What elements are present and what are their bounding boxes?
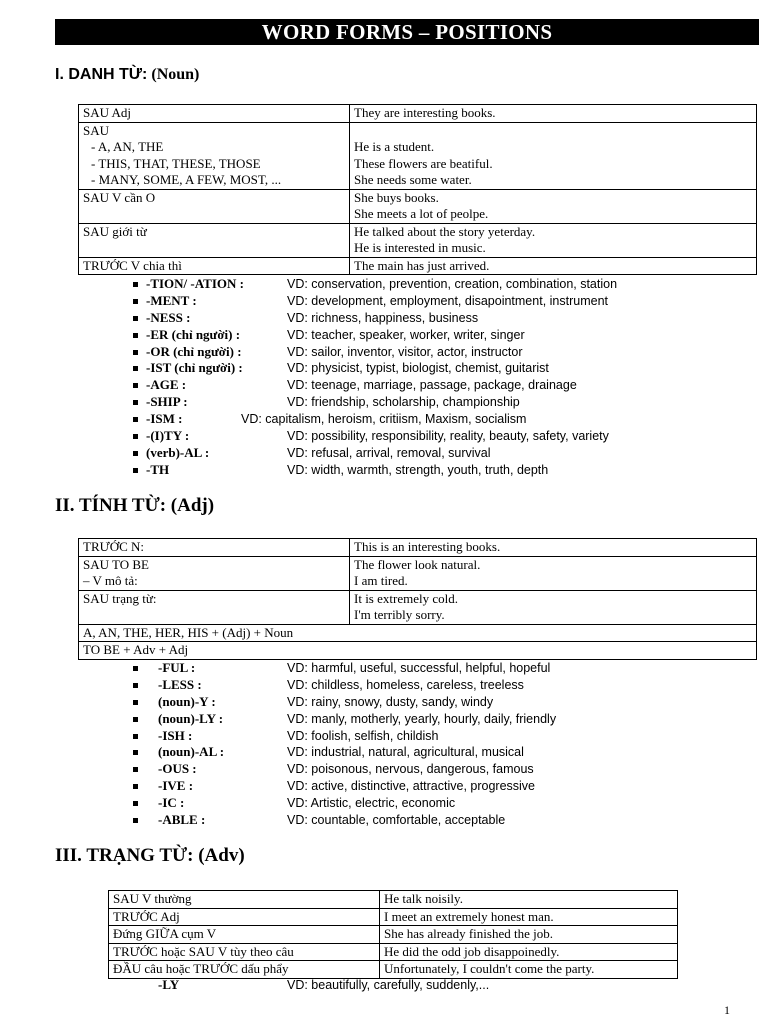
bullet-icon bbox=[133, 316, 138, 321]
list-item bbox=[133, 276, 733, 293]
suffix-label: -MENT : bbox=[146, 292, 197, 308]
cell-line: He is interested in music. bbox=[354, 240, 486, 255]
table-cell-right bbox=[350, 189, 757, 223]
table-cell-left bbox=[79, 122, 350, 189]
suffix-label: (noun)-Y : bbox=[158, 693, 216, 709]
bullet-icon bbox=[133, 801, 138, 806]
cell-line: - THIS, THAT, THESE, THOSE bbox=[91, 155, 261, 171]
cell-line: This is an interesting books. bbox=[354, 539, 501, 554]
adj-position-table bbox=[78, 538, 757, 660]
table-cell-right bbox=[350, 590, 757, 624]
section-heading-noun bbox=[55, 66, 199, 84]
bullet-icon bbox=[133, 400, 138, 405]
list-item bbox=[133, 462, 733, 479]
table-cell-right bbox=[350, 257, 757, 275]
bullet-icon bbox=[133, 383, 138, 388]
list-item bbox=[133, 445, 733, 462]
suffix-label: -(I)TY : bbox=[146, 428, 190, 444]
cell-line bbox=[354, 123, 752, 140]
table-cell-left: Đứng GIỮA cụm V bbox=[109, 926, 380, 944]
suffix-label: -TH bbox=[146, 461, 170, 477]
cell-line: He talked about the story yeterday. bbox=[354, 223, 536, 239]
suffix-label: -ISH : bbox=[158, 727, 193, 743]
cell-line: I am tired. bbox=[354, 573, 408, 588]
suffix-label: -IVE : bbox=[158, 778, 194, 794]
table-cell-left: TRƯỚC Adj bbox=[109, 908, 380, 926]
cell-line: - MANY, SOME, A FEW, MOST, ... bbox=[91, 172, 282, 187]
table-cell-left bbox=[79, 189, 350, 223]
suffix-examples: VD: industrial, natural, agricultural, musical bbox=[287, 745, 524, 760]
table-row bbox=[79, 590, 757, 624]
cell-line: They are interesting books. bbox=[354, 105, 496, 120]
suffix-label: -LESS : bbox=[158, 676, 202, 692]
table-row bbox=[79, 556, 757, 590]
table-row bbox=[79, 189, 757, 223]
suffix-examples: VD: width, warmth, strength, youth, truth, depth bbox=[287, 462, 549, 477]
page-title: WORD FORMS – POSITIONS bbox=[55, 19, 759, 45]
page-number: 1 bbox=[724, 1003, 730, 1017]
suffix-examples: VD: sailor, inventor, visitor, actor, instructor bbox=[287, 344, 523, 359]
cell-line: SAU TO BE bbox=[83, 556, 149, 572]
suffix-label: -FUL : bbox=[158, 660, 196, 675]
cell-line: SAU V cần O bbox=[83, 189, 156, 205]
list-item bbox=[133, 977, 733, 994]
list-item bbox=[133, 728, 733, 745]
suffix-examples: VD: beautifully, carefully, suddenly,... bbox=[287, 978, 490, 992]
table-cell-right bbox=[350, 556, 757, 590]
table-row bbox=[79, 122, 757, 189]
suffix-examples: VD: childless, homeless, careless, treeless bbox=[287, 677, 524, 692]
table-cell-left bbox=[79, 105, 350, 123]
bullet-icon bbox=[133, 818, 138, 823]
suffix-label: -IC : bbox=[158, 795, 185, 811]
bullet-icon bbox=[133, 417, 138, 422]
table-row bbox=[79, 257, 757, 275]
suffix-label: -TION/ -ATION : bbox=[146, 276, 244, 291]
list-item bbox=[133, 744, 733, 761]
cell-line: SAU giới từ bbox=[83, 223, 147, 239]
bullet-icon bbox=[133, 734, 138, 739]
table-row bbox=[79, 223, 757, 257]
list-item bbox=[133, 394, 733, 411]
cell-line: I'm terribly sorry. bbox=[354, 607, 445, 622]
list-item bbox=[133, 293, 733, 310]
list-item bbox=[133, 377, 733, 394]
suffix-examples: VD: richness, happiness, business bbox=[287, 310, 479, 325]
bullet-icon bbox=[133, 784, 138, 789]
list-item bbox=[133, 344, 733, 361]
bullet-icon bbox=[133, 683, 138, 688]
bullet-icon bbox=[133, 434, 138, 439]
suffix-examples: VD: teacher, speaker, worker, writer, singer bbox=[287, 327, 525, 342]
cell-line: TRƯỚC V chia thì bbox=[83, 257, 182, 273]
table-cell-right bbox=[350, 105, 757, 123]
table-cell-left bbox=[79, 223, 350, 257]
bullet-icon bbox=[133, 299, 138, 304]
table-cell-right: She has already finished the job. bbox=[380, 926, 678, 944]
suffix-examples: VD: Artistic, electric, economic bbox=[287, 796, 456, 811]
bullet-icon bbox=[133, 468, 138, 473]
table-cell-left: ĐẦU câu hoặc TRƯỚC dấu phẩy bbox=[109, 961, 380, 979]
table-row bbox=[79, 105, 757, 123]
table-row bbox=[109, 926, 678, 944]
bullet-icon bbox=[133, 451, 138, 456]
noun-position-table bbox=[78, 104, 757, 275]
table-cell-right bbox=[350, 223, 757, 257]
cell-line: She needs some water. bbox=[354, 172, 472, 187]
cell-line: The flower look natural. bbox=[354, 556, 481, 572]
cell-line: SAU trạng từ: bbox=[83, 590, 157, 606]
table-row bbox=[79, 539, 757, 557]
suffix-label: -IST (chỉ người) : bbox=[146, 360, 243, 376]
cell-line: - A, AN, THE bbox=[91, 139, 164, 154]
noun-suffix-list bbox=[133, 276, 733, 479]
table-row bbox=[79, 642, 757, 660]
list-item bbox=[133, 711, 733, 728]
table-cell-full: TO BE + Adv + Adj bbox=[79, 642, 757, 660]
heading-noun-en: (Noun) bbox=[147, 66, 200, 83]
table-cell-right: I meet an extremely honest man. bbox=[380, 908, 678, 926]
list-item bbox=[133, 360, 733, 377]
table-row bbox=[109, 908, 678, 926]
cell-line: – V mô tả: bbox=[83, 573, 138, 588]
table-cell-left bbox=[79, 556, 350, 590]
suffix-examples: VD: conservation, prevention, creation, combination, station bbox=[287, 277, 618, 291]
cell-line: These flowers are beatiful. bbox=[354, 155, 493, 171]
suffix-examples: VD: foolish, selfish, childish bbox=[287, 728, 439, 743]
list-item bbox=[133, 310, 733, 327]
suffix-examples: VD: development, employment, disapointment, instrument bbox=[287, 293, 608, 308]
list-item bbox=[133, 761, 733, 778]
list-item bbox=[133, 677, 733, 694]
bullet-icon bbox=[133, 750, 138, 755]
table-cell-left bbox=[79, 257, 350, 275]
adj-suffix-list bbox=[133, 660, 733, 829]
table-row bbox=[79, 624, 757, 642]
cell-line: The main has just arrived. bbox=[354, 257, 490, 273]
bullet-icon bbox=[133, 350, 138, 355]
bullet-icon bbox=[133, 767, 138, 772]
suffix-label: -OR (chỉ người) : bbox=[146, 343, 242, 359]
suffix-label: -ABLE : bbox=[158, 812, 206, 828]
suffix-examples: VD: friendship, scholarship, championship bbox=[287, 395, 520, 410]
table-cell-right bbox=[350, 122, 757, 189]
table-cell-left bbox=[79, 539, 350, 557]
bullet-icon bbox=[133, 333, 138, 338]
cell-line: TRƯỚC N: bbox=[83, 539, 145, 554]
table-cell-right: Unfortunately, I couldn't come the party. bbox=[380, 961, 678, 979]
adv-position-table bbox=[108, 890, 678, 979]
suffix-examples: VD: active, distinctive, attractive, progressive bbox=[287, 779, 536, 794]
bullet-icon bbox=[133, 282, 138, 287]
suffix-label: (noun)-AL : bbox=[158, 744, 225, 760]
suffix-examples: VD: manly, motherly, yearly, hourly, daily, friendly bbox=[287, 711, 557, 726]
table-cell-right: He talk noisily. bbox=[380, 891, 678, 909]
cell-line: She meets a lot of peolpe. bbox=[354, 206, 489, 221]
list-item bbox=[133, 327, 733, 344]
suffix-label: -AGE : bbox=[146, 377, 187, 393]
adv-suffix-list bbox=[133, 977, 733, 994]
list-item bbox=[133, 411, 733, 428]
table-row bbox=[109, 943, 678, 961]
list-item bbox=[133, 660, 733, 677]
cell-line: She buys books. bbox=[354, 189, 439, 205]
suffix-examples: VD: capitalism, heroism, critiism, Maxism, socialism bbox=[241, 412, 527, 427]
suffix-examples: VD: refusal, arrival, removal, survival bbox=[287, 445, 491, 460]
cell-line: SAU bbox=[83, 122, 110, 138]
suffix-label: -OUS : bbox=[158, 761, 197, 777]
suffix-label: -ER (chỉ người) : bbox=[146, 326, 241, 342]
table-cell-full: A, AN, THE, HER, HIS + (Adj) + Noun bbox=[79, 624, 757, 642]
table-row bbox=[109, 891, 678, 909]
suffix-examples: VD: poisonous, nervous, dangerous, famous bbox=[287, 762, 534, 777]
section-heading-adv: III. TRẠNG TỪ: (Adv) bbox=[55, 845, 245, 866]
suffix-examples: VD: possibility, responsibility, reality, beauty, safety, variety bbox=[287, 429, 609, 444]
suffix-examples: VD: teenage, marriage, passage, package, drainage bbox=[287, 378, 577, 393]
suffix-label: -SHIP : bbox=[146, 394, 188, 410]
table-cell-left bbox=[79, 590, 350, 624]
section-heading-adj: II. TÍNH TỪ: (Adj) bbox=[55, 495, 215, 516]
bullet-icon bbox=[133, 366, 138, 371]
list-item bbox=[133, 795, 733, 812]
table-cell-left: TRƯỚC hoặc SAU V tùy theo câu bbox=[109, 943, 380, 961]
suffix-examples: VD: physicist, typist, biologist, chemist, guitarist bbox=[287, 361, 549, 376]
list-item bbox=[133, 694, 733, 711]
suffix-label: -ISM : bbox=[146, 411, 183, 427]
cell-line: It is extremely cold. bbox=[354, 590, 458, 606]
suffix-label: (noun)-LY : bbox=[158, 710, 224, 726]
table-cell-left: SAU V thường bbox=[109, 891, 380, 909]
suffix-label: -NESS : bbox=[146, 309, 191, 325]
table-cell-right bbox=[350, 539, 757, 557]
bullet-icon bbox=[133, 700, 138, 705]
suffix-label: -LY bbox=[158, 977, 180, 992]
heading-noun-vn: I. DANH TỪ: bbox=[55, 66, 148, 83]
cell-line: SAU Adj bbox=[83, 105, 132, 120]
list-item bbox=[133, 778, 733, 795]
cell-line: He is a student. bbox=[354, 139, 435, 154]
suffix-examples: VD: harmful, useful, successful, helpful, hopeful bbox=[287, 661, 551, 675]
table-row bbox=[109, 961, 678, 979]
suffix-examples: VD: countable, comfortable, acceptable bbox=[287, 813, 506, 828]
suffix-label: (verb)-AL : bbox=[146, 444, 210, 460]
bullet-icon bbox=[133, 717, 138, 722]
bullet-icon bbox=[133, 666, 138, 671]
list-item bbox=[133, 812, 733, 829]
list-item bbox=[133, 428, 733, 445]
suffix-examples: VD: rainy, snowy, dusty, sandy, windy bbox=[287, 694, 494, 709]
table-cell-right: He did the odd job disappoinedly. bbox=[380, 943, 678, 961]
